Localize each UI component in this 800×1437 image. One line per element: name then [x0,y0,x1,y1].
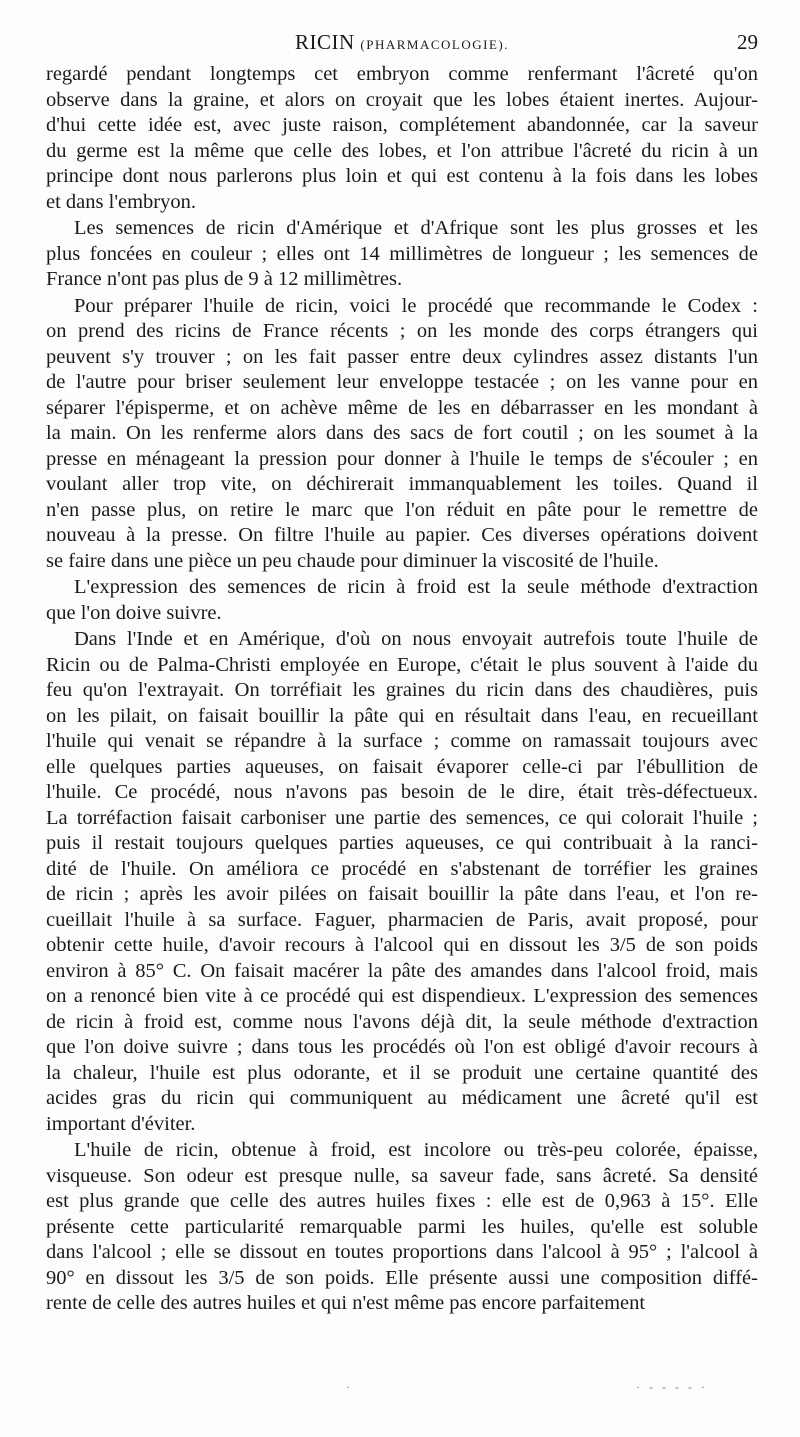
text-line: on les pilait, on faisait bouillir la pâte qui en résultait dans l'eau, en recueillant [46,704,758,727]
text-line: feu qu'on l'extrayait. On torréfiait les graines du ricin dans des chaudières, puis [46,679,758,701]
text-line: peuvent s'y trouver ; on les fait passer entre deux cylindres assez distants l'un [46,345,758,368]
paragraph [46,575,758,626]
text-line: L'huile de ricin, obtenue à froid, est incolore ou très-peu colorée, épaisse, [74,1139,758,1161]
text-line: nouveau à la presse. On filtre l'huile au papier. Ces diverses opérations doivent [46,524,758,546]
running-head [46,30,758,60]
text-line: du germe est la même que celle des lobes, et l'on attribue l'âcreté du ricin à un [46,139,758,162]
text-line: elle quelques parties aqueuses, on faisait évaporer celle-ci par l'ébullition de [46,755,758,778]
footer-marks [46,1380,758,1410]
text-line: Pour préparer l'huile de ricin, voici le procédé que recommande le Codex : [74,294,758,317]
text-line: dité de l'huile. On améliora ce procédé en s'abstenant de torréfier les graines [46,857,758,880]
text-line: La torréfaction faisait carboniser une partie des semences, ce qui colorait l'huile ; [46,806,758,829]
text-line: et dans l'embryon. [46,190,197,213]
text-line: d'hui cette idée est, avec juste raison, complétement abandonnée, car la saveur [46,114,758,136]
running-title [46,30,758,55]
text-line: important d'éviter. [46,1112,196,1135]
running-title-subtitle: (PHARMACOLOGIE). [360,37,509,52]
text-line: de l'autre pour briser seulement leur enveloppe testacée ; on les vanne pour en [46,371,758,393]
text-line: la chaleur, l'huile est plus odorante, et il se produit une certaine quantité des [46,1061,758,1084]
text-line: que l'on doive suivre. [46,601,222,624]
text-line: puis il restait toujours quelques parties aqueuses, ce qui contribuait à la ranci- [46,832,758,854]
paragraph [46,62,758,215]
text-line: rente de celle des autres huiles et qui n'est même pas encore parfaitement [46,1292,646,1314]
text-line: 90° en dissout les 3/5 de son poids. Elle présente aussi une composition diffé- [46,1266,758,1289]
text-line: obtenir cette huile, d'avoir recours à l'alcool qui en dissout les 3/5 de son poids [46,934,758,956]
text-line: on prend des ricins de France récents ; on les monde des corps étrangers qui [46,320,758,342]
text-line: principe dont nous parlerons plus loin et qui est contenu à la fois dans les lobes [46,165,758,187]
text-line: est plus grande que celle des autres huiles fixes : elle est de 0,963 à 15°. Elle [46,1190,758,1212]
printing-speck: · [346,1380,350,1394]
paragraph [46,627,758,1137]
text-line: presse en ménageant la pression pour donner à l'huile le temps de s'écouler ; en [46,447,758,470]
running-title-main: RICIN [294,30,355,54]
text-line: plus foncées en couleur ; elles ont 14 millimètres de longueur ; les semences de [46,242,758,265]
text-line: regardé pendant longtemps cet embryon comme renfermant l'âcreté qu'on [46,63,758,85]
text-line: environ à 85° C. On faisait macérer la pâte des amandes dans l'alcool froid, mais [46,959,758,982]
paragraph [46,1138,758,1317]
text-line: que l'on doive suivre ; dans tous les procédés où l'on est obligé d'avoir recours à [46,1036,758,1058]
text-line: L'expression des semences de ricin à froid est la seule méthode d'extraction [74,576,758,598]
text-line: observe dans la graine, et alors on croyait que les lobes étaient inertes. Aujour- [46,88,758,111]
page-number: 29 [737,30,758,54]
text-line: séparer l'épisperme, et on achève même de les en débarrasser en les mondant à [46,396,758,419]
text-line: dans l'alcool ; elle se dissout en toutes proportions dans l'alcool à 95° ; l'alcool à [46,1241,758,1263]
body-text [46,62,758,1318]
text-line: cueillait l'huile à sa surface. Faguer, pharmacien de Paris, avait proposé, pour [46,908,758,931]
text-line: Les semences de ricin d'Amérique et d'Afrique sont les plus grosses et les [74,217,758,239]
text-line: acides gras du ricin qui communiquent au médicament une âcreté qu'il est [46,1087,758,1109]
text-line: de ricin ; après les avoir pilées on faisait bouillir la pâte dans l'eau, et l'on re- [46,883,758,905]
text-line: présente cette particularité remarquable parmi les huiles, qu'elle est soluble [46,1215,758,1238]
text-line: on a renoncé bien vite à ce procédé qui est dispendieux. L'expression des semences [46,985,758,1007]
text-line: de ricin à froid est, comme nous l'avons déjà dit, la seule méthode d'extraction [46,1010,758,1033]
paragraph [46,294,758,575]
text-line: Ricin ou de Palma-Christi employée en Europe, c'était le plus souvent à l'aide du [46,653,758,676]
text-line: la main. On les renferme alors dans des sacs de fort coutil ; on les soumet à la [46,422,758,444]
text-line: visqueuse. Son odeur est presque nulle, sa saveur fade, sans âcreté. Sa densité [46,1164,758,1187]
printing-speck: · - - - - · [636,1380,708,1394]
text-line: France n'ont pas plus de 9 à 12 millimètres. [46,268,403,290]
paragraph [46,216,758,293]
text-line: l'huile. Ce procédé, nous n'avons pas besoin de le dire, était très-défectueux. [46,781,758,803]
text-line: n'en passe plus, on retire le marc que l'on réduit en pâte pour le remettre de [46,498,758,521]
text-line: se faire dans une pièce un peu chaude pour diminuer la viscosité de l'huile. [46,549,659,572]
text-line: voulant aller trop vite, on déchirerait immanquablement les toiles. Quand il [46,473,758,495]
text-line: Dans l'Inde et en Amérique, d'où on nous envoyait autrefois toute l'huile de [74,628,758,650]
text-line: l'huile qui venait se répandre à la surface ; comme on ramassait toujours avec [46,730,758,752]
